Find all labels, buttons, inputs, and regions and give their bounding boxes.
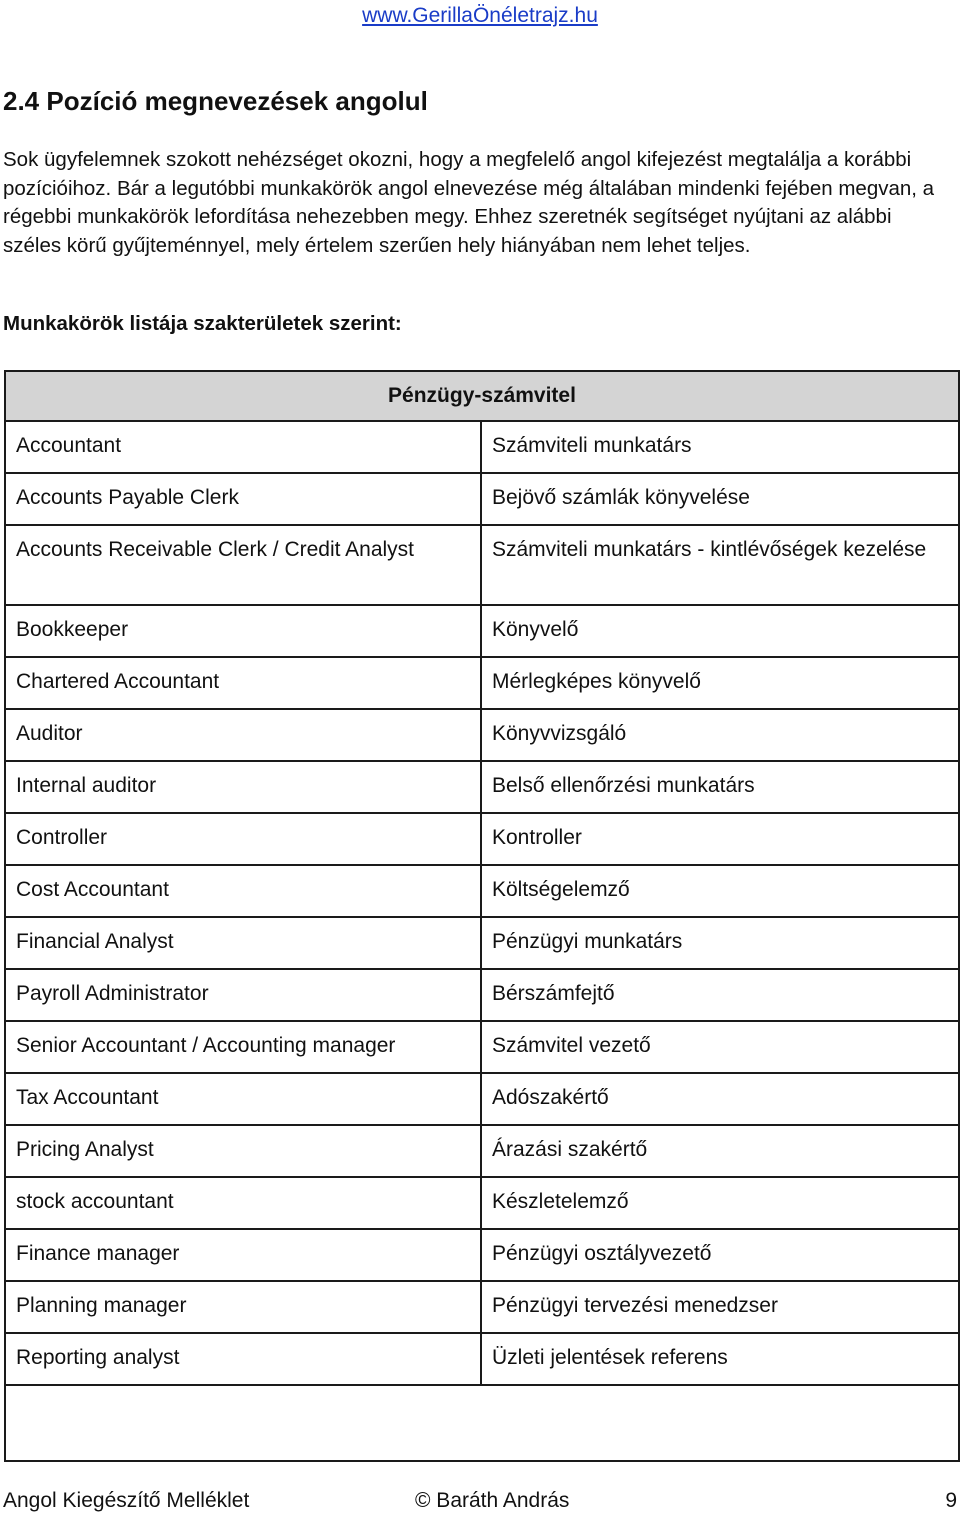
job-title-english: Reporting analyst [5,1333,481,1385]
category-row [5,371,959,421]
table-row [5,421,959,473]
job-title-english: Cost Accountant [5,865,481,917]
job-title-hungarian: Könyvvizsgáló [481,709,959,761]
job-title-english: Accountant [5,421,481,473]
job-title-hungarian: Számviteli munkatárs - kintlévőségek kezelése [481,525,959,605]
site-link[interactable]: www.GerillaÖnéletrajz.hu [362,4,598,27]
page-number: 9 [945,1489,957,1512]
empty-cell [5,1385,959,1461]
table-row [5,1229,959,1281]
table-row [5,1073,959,1125]
table-row [5,917,959,969]
job-title-english: Planning manager [5,1281,481,1333]
table-row [5,525,959,605]
job-title-hungarian: Bérszámfejtő [481,969,959,1021]
job-title-english: Controller [5,813,481,865]
job-title-hungarian: Mérlegképes könyvelő [481,657,959,709]
table-row [5,969,959,1021]
job-title-hungarian: Pénzügyi munkatárs [481,917,959,969]
job-title-english: Accounts Receivable Clerk / Credit Analyst [5,525,481,605]
table-row [5,813,959,865]
table-row [5,1177,959,1229]
job-title-english: Payroll Administrator [5,969,481,1021]
job-title-english: Accounts Payable Clerk [5,473,481,525]
job-title-english: Chartered Accountant [5,657,481,709]
table-row [5,605,959,657]
job-title-english: Senior Accountant / Accounting manager [5,1021,481,1073]
job-title-english: stock accountant [5,1177,481,1229]
job-title-hungarian: Kontroller [481,813,959,865]
category-header: Pénzügy-számvitel [5,371,959,421]
footer-title: Angol Kiegészítő Melléklet [3,1489,250,1512]
section-title: 2.4 Pozíció megnevezések angolul [3,86,428,116]
job-rows [5,421,959,1461]
table-row [5,1125,959,1177]
job-title-hungarian: Pénzügyi osztályvezető [481,1229,959,1281]
job-titles-table [4,370,960,1462]
footer-author: © Baráth András [415,1489,570,1512]
table-row [5,1021,959,1073]
job-title-hungarian: Üzleti jelentések referens [481,1333,959,1385]
table-row [5,761,959,813]
job-title-english: Internal auditor [5,761,481,813]
intro-paragraph: Sok ügyfelemnek szokott nehézséget okozni, hogy a megfelelő angol kifejezést megtalálja a korábbi pozícióihoz. Bár a legutóbbi munkakörök angol elnevezése még általában mindenki fejében megvan, a régebbi munkakörök lefordítása nehezebben megy. Ehhez szeretnék segítséget nyújtani az alábbi széles körű gyűjteménnyel, mely értelem szerűen hely hiányában nem lehet teljes. [3,148,935,257]
table-row [5,1333,959,1385]
page-footer [3,1489,957,1517]
job-title-hungarian: Adószakértő [481,1073,959,1125]
table-row [5,657,959,709]
job-title-english: Auditor [5,709,481,761]
job-title-hungarian: Belső ellenőrzési munkatárs [481,761,959,813]
job-title-english: Financial Analyst [5,917,481,969]
job-title-hungarian: Költségelemző [481,865,959,917]
job-title-hungarian: Árazási szakértő [481,1125,959,1177]
job-title-hungarian: Könyvelő [481,605,959,657]
job-title-hungarian: Pénzügyi tervezési menedzser [481,1281,959,1333]
job-title-english: Bookkeeper [5,605,481,657]
job-title-english: Finance manager [5,1229,481,1281]
table-row [5,473,959,525]
table-row [5,709,959,761]
table-row [5,1281,959,1333]
empty-row [5,1385,959,1461]
job-title-english: Pricing Analyst [5,1125,481,1177]
job-title-english: Tax Accountant [5,1073,481,1125]
list-heading: Munkakörök listája szakterületek szerint: [3,312,402,335]
job-title-hungarian: Bejövő számlák könyvelése [481,473,959,525]
job-title-hungarian: Számviteli munkatárs [481,421,959,473]
table-row [5,865,959,917]
job-title-hungarian: Számvitel vezető [481,1021,959,1073]
job-title-hungarian: Készletelemző [481,1177,959,1229]
